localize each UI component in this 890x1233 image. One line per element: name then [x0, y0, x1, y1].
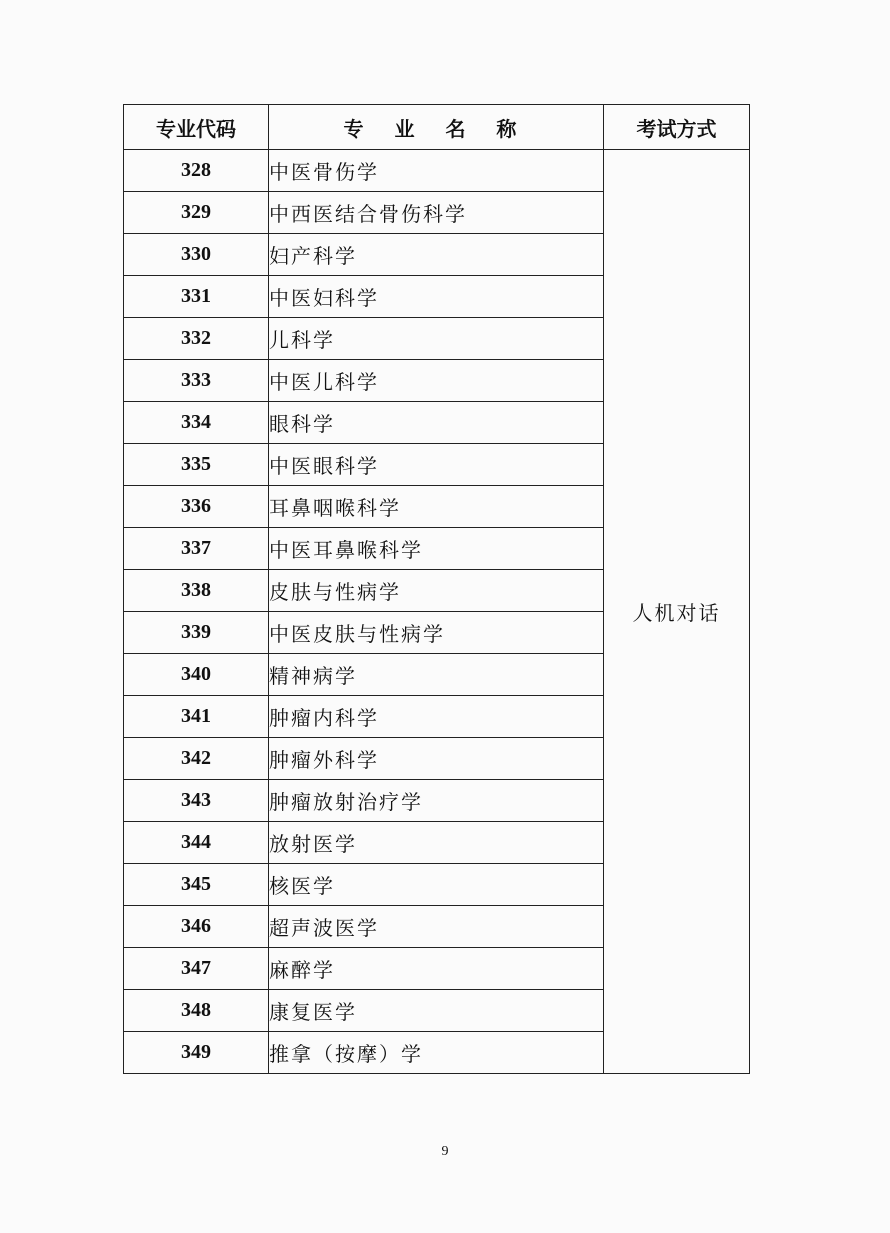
specialty-code: 332 — [124, 318, 269, 360]
specialty-name: 中医眼科学 — [269, 444, 604, 486]
specialty-name: 康复医学 — [269, 990, 604, 1032]
specialty-name: 耳鼻咽喉科学 — [269, 486, 604, 528]
header-code: 专业代码 — [124, 105, 269, 150]
specialty-code: 330 — [124, 234, 269, 276]
header-name: 专 业 名 称 — [269, 105, 604, 150]
specialty-code: 329 — [124, 192, 269, 234]
specialty-name: 放射医学 — [269, 822, 604, 864]
specialty-name: 妇产科学 — [269, 234, 604, 276]
specialty-code: 339 — [124, 612, 269, 654]
specialty-code: 346 — [124, 906, 269, 948]
specialty-code: 331 — [124, 276, 269, 318]
specialty-code: 335 — [124, 444, 269, 486]
specialty-code: 348 — [124, 990, 269, 1032]
specialty-name: 儿科学 — [269, 318, 604, 360]
specialty-name: 肿瘤内科学 — [269, 696, 604, 738]
specialty-code: 341 — [124, 696, 269, 738]
specialty-code: 344 — [124, 822, 269, 864]
header-method: 考试方式 — [604, 105, 750, 150]
page-number: 9 — [441, 1144, 449, 1159]
specialty-code: 343 — [124, 780, 269, 822]
specialty-code: 342 — [124, 738, 269, 780]
specialty-name: 推拿（按摩）学 — [269, 1032, 604, 1074]
specialty-name: 中医妇科学 — [269, 276, 604, 318]
specialty-name: 中医骨伤学 — [269, 150, 604, 192]
specialty-name: 中医儿科学 — [269, 360, 604, 402]
table-row — [124, 150, 750, 192]
specialty-name: 精神病学 — [269, 654, 604, 696]
specialty-code: 340 — [124, 654, 269, 696]
specialty-name: 中医皮肤与性病学 — [269, 612, 604, 654]
specialty-name: 核医学 — [269, 864, 604, 906]
specialty-code: 333 — [124, 360, 269, 402]
table-body — [124, 150, 750, 1074]
specialty-code: 328 — [124, 150, 269, 192]
specialty-code: 347 — [124, 948, 269, 990]
specialty-code: 349 — [124, 1032, 269, 1074]
specialty-name: 中医耳鼻喉科学 — [269, 528, 604, 570]
specialty-name: 中西医结合骨伤科学 — [269, 192, 604, 234]
table-header-row — [124, 105, 750, 150]
specialty-name: 皮肤与性病学 — [269, 570, 604, 612]
specialty-name: 肿瘤外科学 — [269, 738, 604, 780]
specialty-table — [123, 104, 750, 1074]
specialty-code: 337 — [124, 528, 269, 570]
specialty-name: 麻醉学 — [269, 948, 604, 990]
specialty-name: 肿瘤放射治疗学 — [269, 780, 604, 822]
specialty-code: 345 — [124, 864, 269, 906]
specialty-code: 338 — [124, 570, 269, 612]
specialty-name: 超声波医学 — [269, 906, 604, 948]
specialty-code: 334 — [124, 402, 269, 444]
specialty-name: 眼科学 — [269, 402, 604, 444]
exam-method: 人机对话 — [604, 150, 750, 1074]
specialty-code: 336 — [124, 486, 269, 528]
